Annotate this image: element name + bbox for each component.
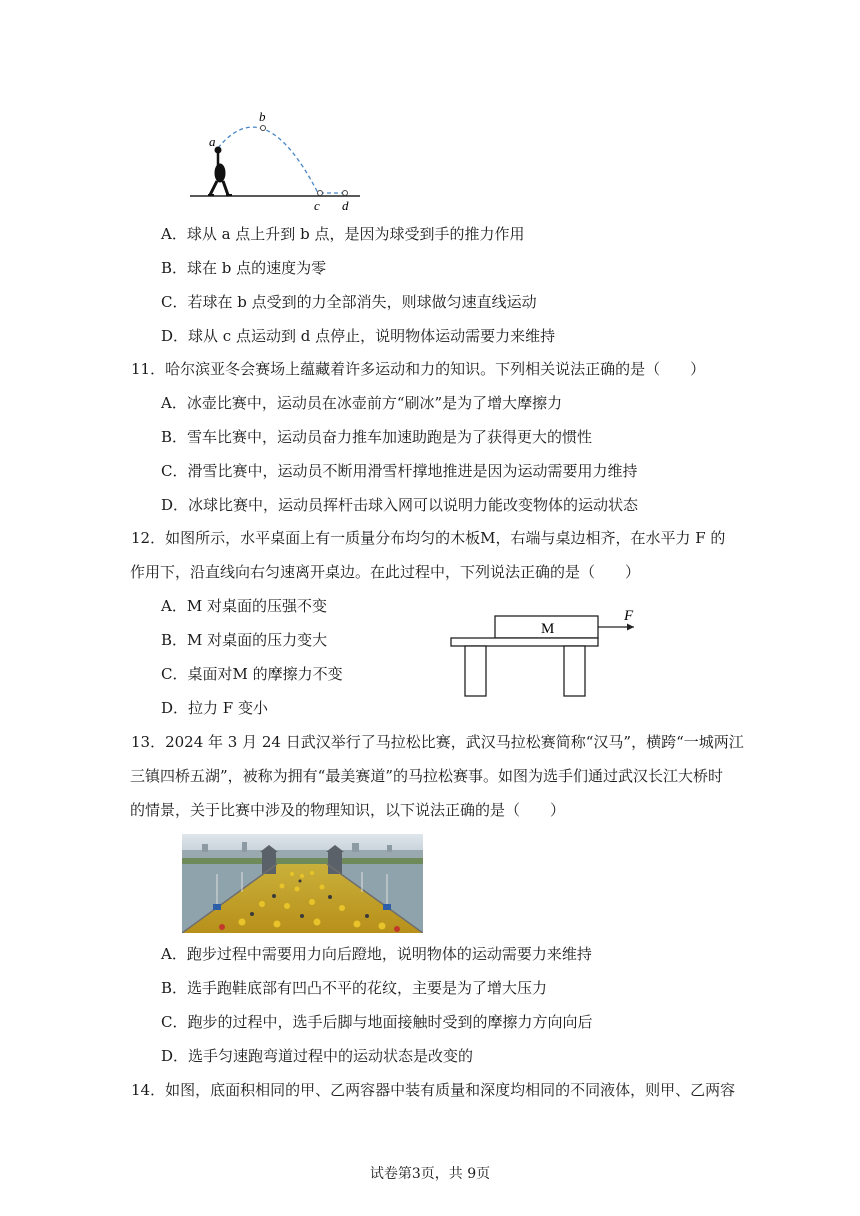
q12-stem-line-1: 12．如图所示，水平桌面上有一质量分布均匀的木板M，右端与桌边相齐，在水平力 F 的	[131, 529, 726, 547]
q11-option-a: A．冰壶比赛中，运动员在冰壶前方“刷冰”是为了增大摩擦力	[161, 394, 563, 412]
q11-option-c: C．滑雪比赛中，运动员不断用滑雪杆撑地推进是因为运动需要用力维持	[161, 462, 638, 480]
q13-stem-line-3: 的情景，关于比赛中涉及的物理知识，以下说法正确的是（ ）	[130, 801, 566, 819]
marathon-bridge-photo	[182, 834, 423, 933]
q10-option-b: B．球在 b 点的速度为零	[161, 259, 327, 277]
q14-stem-line-1: 14．如图，底面积相同的甲、乙两容器中装有质量和深度均相同的不同液体，则甲、乙两容	[131, 1081, 736, 1099]
q12-stem-line-2: 作用下，沿直线向右匀速离开桌边。在此过程中，下列说法正确的是（ ）	[130, 563, 641, 581]
q13-option-d: D．选手匀速跑弯道过程中的运动状态是改变的	[161, 1047, 474, 1065]
q13-option-b: B．选手跑鞋底部有凹凸不平的花纹，主要是为了增大压力	[161, 979, 548, 997]
q12-option-b: B．M 对桌面的压力变大	[161, 631, 328, 649]
point-c-marker	[318, 191, 323, 196]
page-footer: 试卷第3页，共 9页	[369, 1166, 491, 1182]
force-arrowhead	[627, 624, 634, 631]
table-top	[451, 638, 598, 646]
force-label: F	[624, 608, 634, 624]
table-leg-left	[465, 646, 486, 696]
label-c: c	[314, 198, 320, 213]
q10-option-a: A．球从 a 点上升到 b 点，是因为球受到手的推力作用	[161, 225, 525, 243]
q13-stem-line-2: 三镇四桥五湖”，被称为拥有“最美赛道”的马拉松赛事。如图为选手们通过武汉长江大桥时	[130, 767, 724, 785]
q12-option-c: C．桌面对M 的摩擦力不变	[161, 665, 343, 683]
trajectory-curve	[218, 127, 318, 193]
q10-option-c: C．若球在 b 点受到的力全部消失，则球做匀速直线运动	[161, 293, 537, 311]
person-icon	[208, 147, 232, 195]
label-b: b	[259, 109, 266, 124]
point-b-marker	[261, 126, 266, 131]
point-d-marker	[343, 191, 348, 196]
q12-option-a: A．M 对桌面的压强不变	[161, 597, 327, 615]
table-figure	[450, 606, 650, 700]
board-label: M	[541, 621, 555, 637]
q13-stem-line-1: 13．2024 年 3 月 24 日武汉举行了马拉松比赛，武汉马拉松赛简称“汉马”，横跨“一城两江	[131, 733, 744, 751]
q13-option-a: A．跑步过程中需要用力向后蹬地，说明物体的运动需要力来维持	[161, 945, 592, 963]
q11-option-b: B．雪车比赛中，运动员奋力推车加速助跑是为了获得更大的惯性	[161, 428, 593, 446]
q11-stem: 11．哈尔滨亚冬会赛场上蕴藏着许多运动和力的知识。下列相关说法正确的是（ ）	[131, 360, 706, 378]
trajectory-figure	[190, 108, 370, 214]
q12-option-d: D．拉力 F 变小	[161, 699, 268, 717]
q11-option-d: D．冰球比赛中，运动员挥杆击球入网可以说明力能改变物体的运动状态	[161, 496, 639, 514]
label-d: d	[342, 198, 349, 213]
q13-option-c: C．跑步的过程中，选手后脚与地面接触时受到的摩擦力方向向后	[161, 1013, 593, 1031]
table-leg-right	[564, 646, 585, 696]
label-a: a	[209, 134, 216, 149]
q10-option-d: D．球从 c 点运动到 d 点停止，说明物体运动需要力来维持	[161, 327, 556, 345]
